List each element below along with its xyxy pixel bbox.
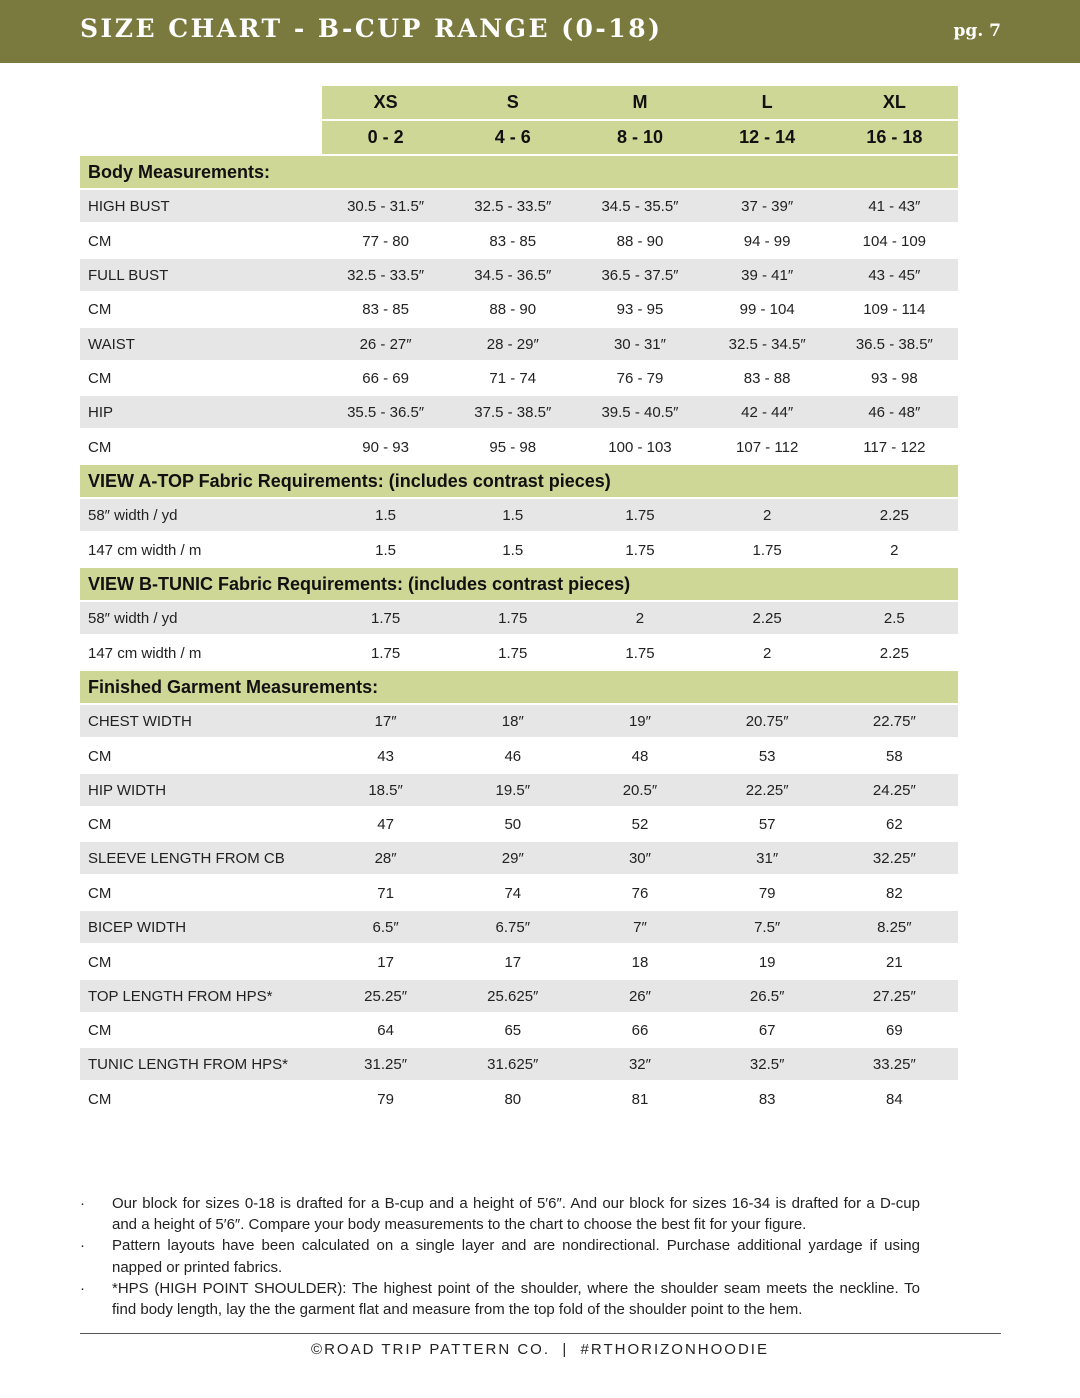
row-value: 71 - 74 — [489, 369, 537, 387]
bullet-icon: · — [80, 1237, 85, 1255]
size-letter: S — [506, 92, 519, 112]
row-value: 20.75″ — [745, 712, 789, 730]
row-value: 43 - 45″ — [868, 266, 921, 284]
row-value: 93 - 95 — [616, 300, 664, 318]
note-text: *HPS (HIGH POINT SHOULDER): The highest point of the shoulder, where the shoulder seam meets the neckline. To find body length, lay the the garment flat and measure from the top fold of the shoulder point to the hem. — [112, 1279, 920, 1319]
row-value: 32.5 - 34.5″ — [728, 335, 806, 353]
footer-divider — [80, 1333, 1001, 1334]
row-value: 26.5″ — [749, 987, 785, 1005]
row-value: 1.75 — [752, 541, 782, 559]
row-value: 32″ — [628, 1055, 651, 1073]
table-row — [80, 362, 958, 394]
row-value: 39 - 41″ — [741, 266, 794, 284]
row-value: 31.625″ — [487, 1055, 539, 1073]
row-value: 2.5 — [883, 609, 905, 627]
page-title: SIZE CHART - B-CUP RANGE (0-18) — [80, 14, 663, 43]
row-value: 22.25″ — [745, 781, 789, 799]
row-value: 94 - 99 — [743, 232, 791, 250]
row-value: 1.75 — [370, 609, 401, 627]
row-label: HIGH BUST — [88, 197, 170, 215]
row-label: CM — [88, 232, 112, 250]
row-value: 2 — [762, 644, 772, 662]
row-value: 32.5 - 33.5″ — [474, 197, 552, 215]
row-value: 100 - 103 — [608, 438, 672, 456]
section-header-view-b-tunic: VIEW B-TUNIC Fabric Requirements: (includes contrast pieces) — [80, 568, 958, 600]
row-value: 67 — [758, 1021, 776, 1039]
note-item — [80, 1193, 920, 1235]
row-label: WAIST — [88, 335, 135, 353]
row-value: 24.25″ — [872, 781, 916, 799]
row-value: 50 — [504, 815, 522, 833]
table-row — [80, 637, 958, 669]
row-value: 42 - 44″ — [741, 403, 794, 421]
row-value: 1.5 — [375, 541, 397, 559]
row-value: 29″ — [501, 849, 524, 867]
row-value: 17 — [504, 953, 522, 971]
note-item — [80, 1278, 920, 1320]
size-number: 4 - 6 — [494, 127, 531, 147]
row-value: 25.25″ — [364, 987, 408, 1005]
row-label: CM — [88, 1021, 112, 1039]
row-label: CM — [88, 884, 112, 902]
row-value: 6.5″ — [372, 918, 399, 936]
row-value: 8.25″ — [877, 918, 912, 936]
row-value: 32.5″ — [749, 1055, 785, 1073]
row-value: 30″ — [628, 849, 651, 867]
row-value: 117 - 122 — [863, 438, 926, 456]
row-value: 21 — [886, 953, 903, 971]
row-value: 1.75 — [625, 644, 655, 662]
row-label: CM — [88, 300, 112, 318]
table-row — [80, 911, 958, 943]
row-value: 37.5 - 38.5″ — [474, 403, 552, 421]
row-value: 65 — [504, 1021, 522, 1039]
row-label: CM — [88, 1090, 112, 1108]
row-value: 76 — [631, 884, 649, 902]
notes-list — [80, 1193, 920, 1320]
row-label: TUNIC LENGTH FROM HPS* — [88, 1055, 289, 1073]
row-value: 2 — [890, 541, 899, 559]
table-row — [80, 877, 958, 909]
row-value: 7″ — [633, 918, 647, 936]
row-value: 2.25 — [879, 644, 909, 662]
row-value: 37 - 39″ — [741, 197, 794, 215]
row-value: 84 — [886, 1090, 903, 1108]
row-label: 58″ width / yd — [88, 506, 178, 524]
row-value: 83 — [758, 1090, 776, 1108]
row-value: 66 — [631, 1021, 649, 1039]
table-row — [80, 705, 958, 737]
note-text: Pattern layouts have been calculated on a single layer and are nondirectional. Purchase additional yardage if using napped or printed fabrics. — [112, 1237, 920, 1276]
row-value: 7.5″ — [754, 918, 781, 936]
table-row — [80, 534, 958, 566]
section-header-view-a-top: VIEW A-TOP Fabric Requirements: (includes contrast pieces) — [80, 465, 958, 497]
table-row — [80, 808, 958, 840]
table-row — [80, 293, 958, 325]
row-label: SLEEVE LENGTH FROM CB — [88, 849, 285, 867]
row-value: 57 — [758, 815, 776, 833]
row-value: 1.5 — [375, 506, 397, 524]
table-row — [80, 1014, 958, 1046]
table-row — [80, 190, 958, 222]
row-value: 36.5 - 37.5″ — [601, 266, 679, 284]
row-value: 58 — [886, 747, 903, 765]
footer-credit: ©ROAD TRIP PATTERN CO. | #RTHORIZONHOODIE — [311, 1341, 769, 1358]
header-bar — [0, 0, 1080, 63]
bullet-icon: · — [80, 1279, 85, 1297]
table-row — [80, 1048, 958, 1080]
row-value: 62 — [886, 815, 903, 833]
row-value: 79 — [377, 1090, 394, 1108]
size-number: 16 - 18 — [866, 127, 923, 147]
section-header-body-measurements: Body Measurements: — [80, 156, 958, 188]
row-value: 79 — [758, 884, 776, 902]
row-value: 76 - 79 — [616, 369, 664, 387]
size-letter: XS — [373, 92, 398, 112]
row-value: 88 - 90 — [489, 300, 537, 318]
row-label: TOP LENGTH FROM HPS* — [88, 987, 273, 1005]
table-row — [80, 602, 958, 634]
row-value: 83 - 88 — [743, 369, 791, 387]
row-value: 71 — [377, 884, 394, 902]
row-value: 25.625″ — [487, 987, 539, 1005]
row-value: 47 — [377, 815, 394, 833]
row-label: CHEST WIDTH — [88, 712, 192, 730]
table-row — [80, 225, 958, 257]
table-row — [80, 499, 958, 531]
row-value: 77 - 80 — [362, 232, 409, 250]
row-value: 41 - 43″ — [868, 197, 921, 215]
size-letter: M — [632, 92, 648, 112]
row-value: 1.5 — [502, 541, 524, 559]
row-label: HIP WIDTH — [88, 781, 167, 799]
size-numbers-row — [322, 121, 958, 154]
table-row — [80, 740, 958, 772]
row-value: 33.25″ — [872, 1055, 916, 1073]
row-value: 2 — [635, 609, 645, 627]
row-label: CM — [88, 369, 112, 387]
row-value: 22.75″ — [872, 712, 916, 730]
table-row — [80, 980, 958, 1012]
row-value: 1.75 — [498, 609, 528, 627]
row-value: 1.5 — [502, 506, 524, 524]
table-row — [80, 946, 958, 978]
row-value: 20.5″ — [622, 781, 658, 799]
table-row — [80, 431, 958, 463]
row-value: 35.5 - 36.5″ — [347, 403, 425, 421]
row-value: 90 - 93 — [362, 438, 409, 456]
table-row — [80, 328, 958, 360]
table-row — [80, 774, 958, 806]
row-value: 19 — [758, 953, 776, 971]
row-value: 53 — [758, 747, 776, 765]
row-value: 81 — [631, 1090, 649, 1108]
row-value: 83 - 85 — [362, 300, 409, 318]
row-label: CM — [88, 438, 112, 456]
bullet-icon: · — [80, 1195, 85, 1212]
row-value: 95 - 98 — [489, 438, 537, 456]
row-value: 19.5″ — [495, 781, 531, 799]
note-text: Our block for sizes 0-18 is drafted for a B-cup and a height of 5′6″. And our block for sizes 16-34 is drafted for a D-cup and a height of 5′6″. Compare your body measurements to the chart to choose the best fit for your figure. — [112, 1195, 920, 1234]
page-number: pg. 7 — [953, 21, 1001, 41]
row-value: 1.75 — [625, 506, 655, 524]
note-item — [80, 1235, 920, 1277]
row-value: 52 — [631, 815, 649, 833]
row-value: 69 — [886, 1021, 903, 1039]
row-label: HIP — [88, 403, 114, 421]
row-value: 34.5 - 35.5″ — [601, 197, 679, 215]
row-value: 107 - 112 — [736, 438, 799, 456]
row-label: FULL BUST — [88, 266, 169, 284]
section-header-finished-garment: Finished Garment Measurements: — [80, 671, 958, 703]
row-value: 1.75 — [498, 644, 528, 662]
row-value: 104 - 109 — [862, 232, 927, 250]
row-value: 83 - 85 — [489, 232, 537, 250]
row-value: 31″ — [756, 849, 779, 867]
row-value: 2 — [762, 506, 772, 524]
row-label: 147 cm width / m — [88, 644, 202, 662]
row-value: 99 - 104 — [739, 300, 795, 318]
row-value: 46 - 48″ — [868, 403, 921, 421]
row-value: 32.25″ — [872, 849, 916, 867]
row-label: BICEP WIDTH — [88, 918, 187, 936]
row-label: CM — [88, 747, 112, 765]
row-label: 147 cm width / m — [88, 541, 202, 559]
row-value: 26″ — [628, 987, 651, 1005]
row-value: 39.5 - 40.5″ — [601, 403, 679, 421]
row-value: 2.25 — [879, 506, 909, 524]
row-value: 31.25″ — [364, 1055, 408, 1073]
row-value: 6.75″ — [495, 918, 531, 936]
row-value: 36.5 - 38.5″ — [855, 335, 933, 353]
row-value: 18.5″ — [368, 781, 403, 799]
table-row — [80, 396, 958, 428]
row-value: 34.5 - 36.5″ — [474, 266, 552, 284]
row-value: 17 — [377, 953, 394, 971]
table-row — [80, 842, 958, 874]
size-letters-row — [322, 86, 958, 119]
row-value: 88 - 90 — [616, 232, 664, 250]
row-label: CM — [88, 815, 112, 833]
row-value: 109 - 114 — [863, 300, 926, 318]
size-letter: L — [761, 92, 773, 112]
row-value: 46 — [504, 747, 522, 765]
row-value: 80 — [504, 1090, 522, 1108]
row-value: 18″ — [501, 712, 524, 730]
row-value: 2.25 — [752, 609, 782, 627]
row-value: 82 — [886, 884, 903, 902]
table-row — [80, 1083, 958, 1115]
row-value: 27.25″ — [872, 987, 916, 1005]
row-value: 26 - 27″ — [359, 335, 412, 353]
row-value: 17″ — [374, 712, 397, 730]
row-value: 28 - 29″ — [486, 335, 539, 353]
row-value: 1.75 — [370, 644, 401, 662]
row-value: 28″ — [374, 849, 397, 867]
size-number: 0 - 2 — [367, 127, 404, 147]
row-value: 74 — [504, 884, 522, 902]
row-value: 30 - 31″ — [613, 335, 666, 353]
row-value: 64 — [377, 1021, 394, 1039]
row-value: 48 — [631, 747, 649, 765]
row-label: 58″ width / yd — [88, 609, 178, 627]
row-value: 43 — [377, 747, 394, 765]
row-value: 32.5 - 33.5″ — [347, 266, 425, 284]
row-label: CM — [88, 953, 112, 971]
row-value: 93 - 98 — [870, 369, 918, 387]
row-value: 18 — [631, 953, 649, 971]
size-number: 8 - 10 — [616, 127, 663, 147]
row-value: 30.5 - 31.5″ — [347, 197, 425, 215]
table-row — [80, 259, 958, 291]
row-value: 1.75 — [625, 541, 655, 559]
row-value: 19″ — [628, 712, 651, 730]
size-number: 12 - 14 — [739, 127, 796, 147]
row-value: 66 - 69 — [362, 369, 409, 387]
size-letter: XL — [882, 92, 906, 112]
